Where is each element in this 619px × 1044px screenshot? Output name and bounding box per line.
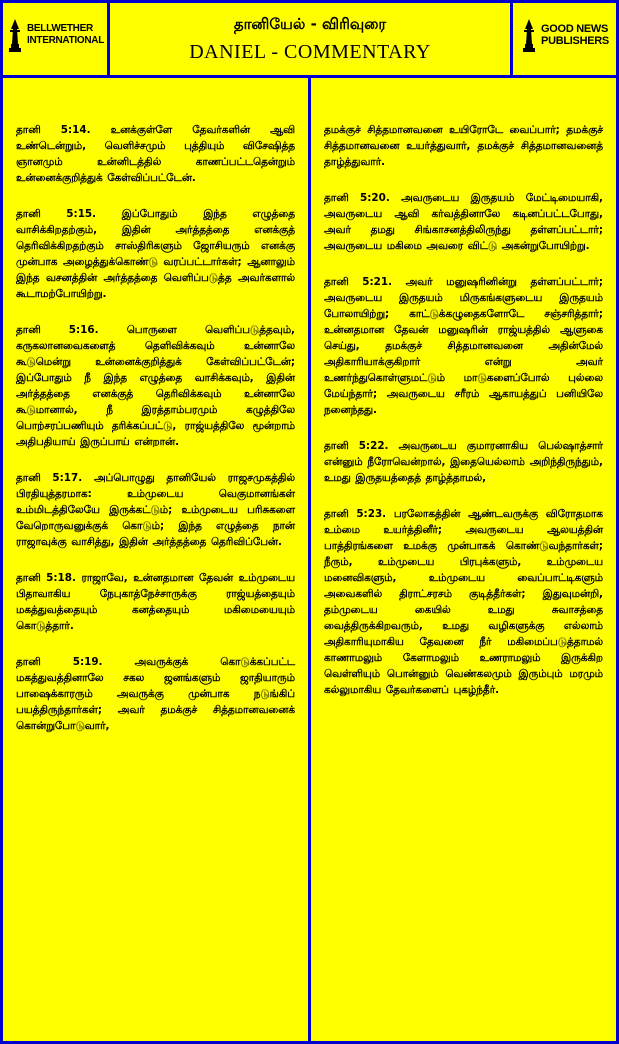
right-logo-line2: PUBLISHERS	[541, 35, 609, 47]
verse-paragraph: தானி 5:16. பொருளை வெளிப்படுத்தவும், கருகலானவைகளைத் தெளிவிக்கவும் உன்னாலே கூடுமென்று உன்னைக்குறித்துக் கேள்விப்பட்டேன்; இப்போதும் நீ இந்த எழுத்தை வாசிக்கவும், இதின் அர்த்தத்தை எனக்குத் தெரிவிக்கவும் உன்னாலே கூடுமானால், நீ இரத்தாம்பரமும் கழுத்திலே பொற்சரப்பணியும் தரிக்கப்பட்டு, ராஜ்யத்திலே மூன்றாம் அதிபதியாய் இருப்பாய் என்றான்.	[16, 324, 295, 448]
left-logo-line1: BELLWETHER	[26, 23, 93, 34]
verse-paragraph: தானி 5:15. இப்போதும் இந்த எழுத்தை வாசிக்கிறதற்கும், இதின் அர்த்தத்தை எனக்குத் தெரிவிக்கிறதற்கும் சாஸ்திரிகளும் ஜோசியரும் எனக்கு முன்பாக அழைத்துக்கொண்டு வரப்பட்டார்கள்; ஆனாலும் இந்த வசனத்தின் அர்த்தத்தை வெளிப்படுத்த அவர்களால் கூடாமற்போயிற்று.	[16, 208, 295, 300]
chess-piece-icon	[520, 17, 538, 53]
page-title-english: DANIEL - COMMENTARY	[189, 41, 431, 63]
right-logo-line1: GOOD NEWS	[541, 23, 609, 35]
verse-paragraph: தானி 5:23. பரலோகத்தின் ஆண்டவருக்கு விரோதமாக உம்மை உயர்த்தினீர்; அவருடைய ஆலயத்தின் பாத்திரங்களை உமக்கு முன்பாகக் கொண்டுவந்தார்கள்; நீரும், உம்முடைய பிரபுக்களும், உம்முடைய மனைவிகளும், உம்முடைய வைப்பாட்டிகளும் அவைகளில் திராட்சரசம் குடித்தீர்கள்; இதுவுமன்றி, தம்முடைய கையில் உமது சுவாசத்தை வைத்திருக்கிறவரும், உமது வழிகளுக்கு எல்லாம் அதிகாரியுமாகிய தேவனை நீர் மகிமைப்படுத்தாமல் காணாமலும் கேளாமலும் உணராமலும் இருக்கிற வெள்ளியும் பொன்னும் வெண்கலமும் இரும்பும் மரமும் கல்லுமாகிய தேவர்களைப் புகழ்ந்தீர்.	[324, 508, 603, 696]
verse-paragraph: தானி 5:21. அவர் மனுஷரினின்று தள்ளப்பட்டார்; அவருடைய இருதயம் மிருகங்களுடைய இருதயம் போலாயிற்று; காட்டுக்கழுதைகளோடே சஞ்சரித்தார்; உன்னதமான தேவன் மனுஷரின் ராஜ்யத்தில் ஆளுகை செய்து, தமக்குச் சித்தமானவனை அதின்மேல் அதிகாரியாக்குகிறார் என்று அவர் உணர்ந்துகொள்ளுமட்டும் மாடுகளைப்போல் புல்லை மேய்ந்தார்; அவருடைய சரீரம் ஆகாயத்துப் பனியிலே நனைந்தது.	[324, 276, 603, 416]
verse-paragraph: தானி 5:14. உனக்குள்ளே தேவர்களின் ஆவி உண்டென்றும், வெளிச்சமும் புத்தியும் விசேஷித்த ஞானமும் உன்னிடத்தில் காணப்பட்டதென்றும் உன்னைக்குறித்துக் கேள்விப்பட்டேன்.	[16, 124, 295, 184]
right-text-column	[311, 78, 616, 1041]
left-logo-line2: INTERNATIONAL	[26, 35, 105, 46]
verse-paragraph: தானி 5:20. அவருடைய இருதயம் மேட்டிமையாகி, அவருடைய ஆவி கர்வத்தினாலே கடினப்பட்டபோது, அவர் தமது சிங்காசனத்திலிருந்து தள்ளப்பட்டார்; அவருடைய மகிமை அவரை விட்டு அகன்றுபோயிற்று.	[324, 192, 603, 252]
verse-paragraph: தானி 5:19. அவருக்குக் கொடுக்கப்பட்ட மகத்துவத்தினாலே சகல ஜனங்களும் ஜாதியாரும் பாஷைக்காரரும் அவருக்கு முன்பாக நடுங்கிப் பயத்திருந்தார்கள்; அவர் தமக்குச் சித்தமானவனைக் கொன்றுபோடுவார்,	[16, 656, 295, 732]
title-panel	[110, 3, 510, 75]
verse-paragraph: தானி 5:17. அப்பொழுது தானியேல் ராஜசமுகத்தில் பிரதியுத்தரமாக: உம்முடைய வெகுமானங்கள் உம்மிடத்திலேயே இருக்கட்டும்; உம்முடைய பரிசுகளை வேறொருவனுக்குக் கொடும்; இந்த எழுத்தை நான் ராஜாவுக்கு வாசித்து, இதின் அர்த்தத்தை தெரிவிப்பேன்.	[16, 472, 295, 548]
verse-paragraph: தானி 5:18. ராஜாவே, உன்னதமான தேவன் உம்முடைய பிதாவாகிய நேபுகாத்நேச்சாருக்கு ராஜ்யத்தையும் மகத்துவத்தையும் கனத்தையும் மகிமையையும் கொடுத்தார்.	[16, 572, 295, 632]
good-news-logo	[513, 3, 616, 75]
chess-piece-icon	[6, 17, 24, 53]
bellwether-logo	[3, 3, 107, 75]
left-text-column	[3, 78, 308, 1041]
page-title-tamil: தானியேல் - விரிவுரை	[233, 15, 387, 33]
verse-paragraph: தமக்குச் சித்தமானவனை உயிரோடே வைப்பார்; தமக்குச் சித்தமானவனை உயர்த்துவார், தமக்குச் சித்தமானவனைத் தாழ்த்துவார்.	[324, 124, 603, 168]
verse-paragraph: தானி 5:22. அவருடைய குமாரனாகிய பெல்ஷாத்சார் என்னும் நீரோவென்றால், இதையெல்லாம் அறிந்திருந்தும், உமது இருதயத்தைத் தாழ்த்தாமல்,	[324, 440, 603, 484]
